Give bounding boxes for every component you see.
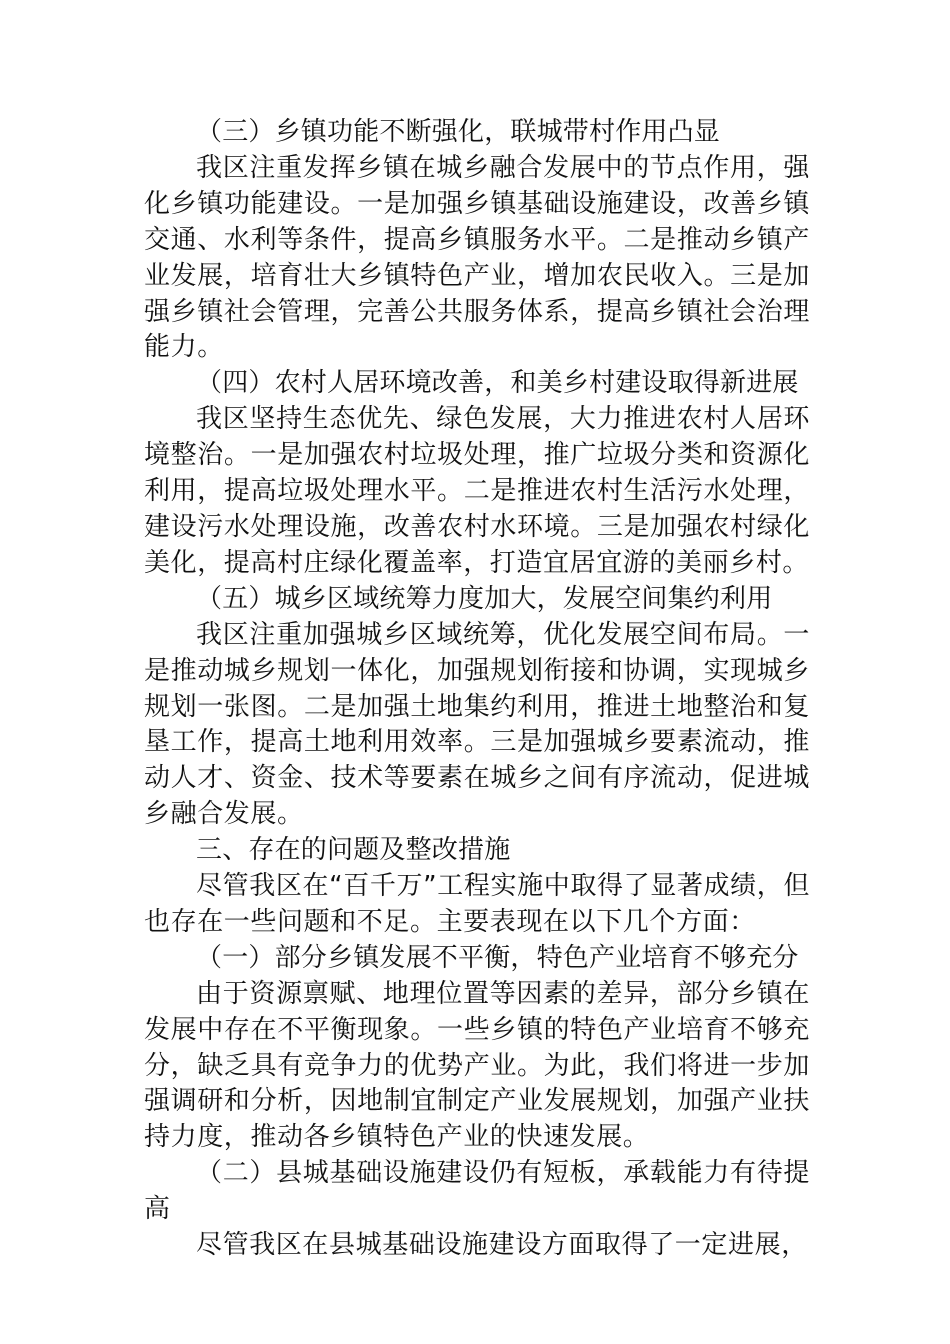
section-heading-problem-2: （二）县城基础设施建设仍有短板，承载能力有待提高 [144,1158,810,1225]
document-body [144,115,810,1264]
section-heading-4: （四）农村人居环境改善，和美乡村建设取得新进展 [196,368,799,399]
body-paragraph: 尽管我区在县城基础设施建设方面取得了一定进展， [196,1230,808,1261]
body-paragraph: 由于资源禀赋、地理位置等因素的差异，部分乡镇在发展中存在不平衡现象。一些乡镇的特色产业培育不够充分，缺乏具有竞争力的优势产业。为此，我们将进一步加强调研和分析，因地制宜制定产业发展规划，加强产业扶持力度，推动各乡镇特色产业的快速发展。 [144,978,810,1153]
body-paragraph: 我区注重发挥乡镇在城乡融合发展中的节点作用，强化乡镇功能建设。一是加强乡镇基础设施建设，改善乡镇交通、水利等条件，提高乡镇服务水平。二是推动乡镇产业发展，培育壮大乡镇特色产业，增加农民收入。三是加强乡镇社会管理，完善公共服务体系，提高乡镇社会治理能力。 [144,152,810,363]
body-paragraph: 尽管我区在“百千万”工程实施中取得了显著成绩，但也存在一些问题和不足。主要表现在以下几个方面： [144,871,810,937]
section-heading-problem-1: （一）部分乡镇发展不平衡，特色产业培育不够充分 [196,942,799,973]
chapter-heading-problems: 三、存在的问题及整改措施 [196,835,511,866]
body-paragraph: 我区坚持生态优先、绿色发展，大力推进农村人居环境整治。一是加强农村垃圾处理，推广垃圾分类和资源化利用，提高垃圾处理水平。二是推进农村生活污水处理，建设污水处理设施，改善农村水环境。三是加强农村绿化美化，提高村庄绿化覆盖率，打造宜居宜游的美丽乡村。 [144,404,810,578]
section-heading-5: （五）城乡区域统筹力度加大，发展空间集约利用 [196,583,773,614]
body-paragraph: 我区注重加强城乡区域统筹，优化发展空间布局。一是推动城乡规划一体化，加强规划衔接和协调，实现城乡规划一张图。二是加强土地集约利用，推进土地整治和复垦工作，提高土地利用效率。三是加强城乡要素流动，推动人才、资金、技术等要素在城乡之间有序流动，促进城乡融合发展。 [144,619,810,830]
section-heading-3: （三）乡镇功能不断强化，联城带村作用凸显 [196,117,721,147]
